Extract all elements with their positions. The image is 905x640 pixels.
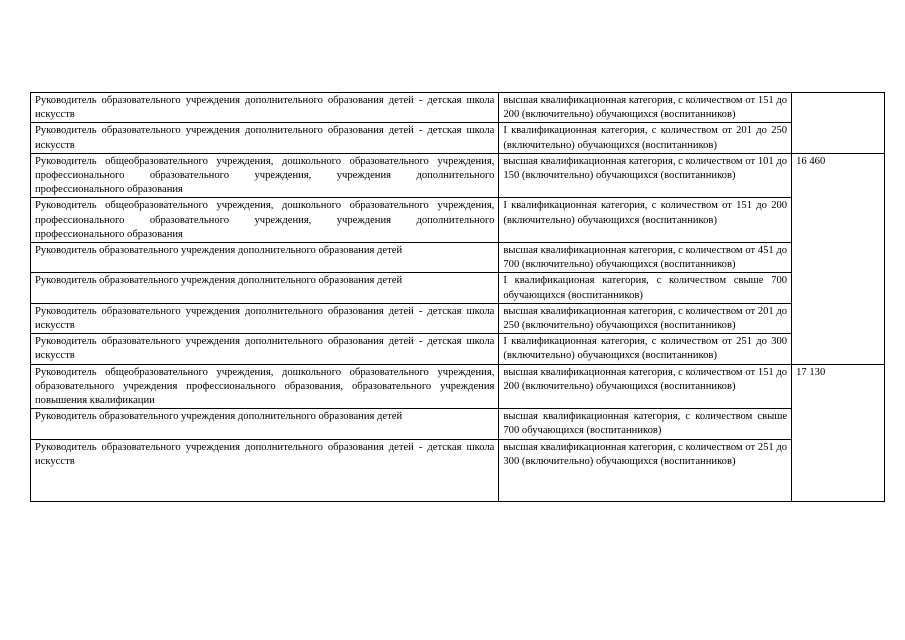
position-cell: Руководитель образовательного учреждения дополнительного образования детей - детская школа искусств: [31, 93, 499, 123]
table-row: [31, 409, 885, 439]
condition-cell: высшая квалификационная категория, с количеством от 451 до 700 (включительно) обучающихся (воспитанников): [499, 243, 792, 273]
position-cell: Руководитель образовательного учреждения дополнительного образования детей: [31, 409, 499, 439]
position-cell: Руководитель образовательного учреждения дополнительного образования детей - детская школа искусств: [31, 334, 499, 364]
table-row: [31, 303, 885, 333]
position-cell: Руководитель образовательного учреждения дополнительного образования детей: [31, 243, 499, 273]
position-cell: Руководитель образовательного учреждения дополнительного образования детей - детская школа искусств: [31, 303, 499, 333]
table-row: [31, 334, 885, 364]
condition-cell: высшая квалификационная категория, с количеством от 201 до 250 (включительно) обучающихся (воспитанников): [499, 303, 792, 333]
position-cell: Руководитель общеобразовательного учреждения, дошкольного образовательного учреждения, профессионального образовательного учреждения, учреждения дополнительного профессионального образования: [31, 198, 499, 243]
position-cell: Руководитель общеобразовательного учреждения, дошкольного образовательного учреждения, образовательного учреждения профессионального образования, образовательного учреждения повышения квалификации: [31, 364, 499, 409]
table-row: [31, 153, 885, 198]
condition-cell: I квалификационная категория, с количеством от 151 до 200 (включительно) обучающихся (воспитанников): [499, 198, 792, 243]
table-row: [31, 364, 885, 409]
condition-cell: высшая квалификационная категория, с количеством свыше 700 обучающихся (воспитанников): [499, 409, 792, 439]
table-row: [31, 273, 885, 303]
condition-cell: высшая квалификационная категория, с количеством от 151 до 200 (включительно) обучающихся (воспитанников): [499, 93, 792, 123]
table-row: [31, 198, 885, 243]
table-row: [31, 123, 885, 153]
position-cell: Руководитель образовательного учреждения дополнительного образования детей: [31, 273, 499, 303]
table-row: [31, 93, 885, 123]
position-cell: Руководитель образовательного учреждения дополнительного образования детей - детская школа искусств: [31, 439, 499, 501]
condition-cell: высшая квалификационная категория, с количеством от 151 до 200 (включительно) обучающихся (воспитанников): [499, 364, 792, 409]
salary-cell: [792, 93, 885, 154]
position-cell: Руководитель общеобразовательного учреждения, дошкольного образовательного учреждения, профессионального образовательного учреждения, учреждения дополнительного профессионального образования: [31, 153, 499, 198]
salary-cell: 16 460: [792, 153, 885, 364]
position-cell: Руководитель образовательного учреждения дополнительного образования детей - детская школа искусств: [31, 123, 499, 153]
condition-cell: высшая квалификационная категория, с количеством от 101 до 150 (включительно) обучающихся (воспитанников): [499, 153, 792, 198]
condition-cell: I квалификационная категория, с количеством от 251 до 300 (включительно) обучающихся (воспитанников): [499, 334, 792, 364]
table-row: [31, 243, 885, 273]
salary-table: [30, 92, 885, 502]
salary-cell: 17 130: [792, 364, 885, 501]
condition-cell: I квалификационная категория, с количеством от 201 до 250 (включительно) обучающихся (воспитанников): [499, 123, 792, 153]
table-row: [31, 439, 885, 501]
condition-cell: I квалификационая категория, с количеством свыше 700 обучающихся (воспитанников): [499, 273, 792, 303]
condition-cell: высшая квалификационная категория, с количеством от 251 до 300 (включительно) обучающихся (воспитанников): [499, 439, 792, 501]
